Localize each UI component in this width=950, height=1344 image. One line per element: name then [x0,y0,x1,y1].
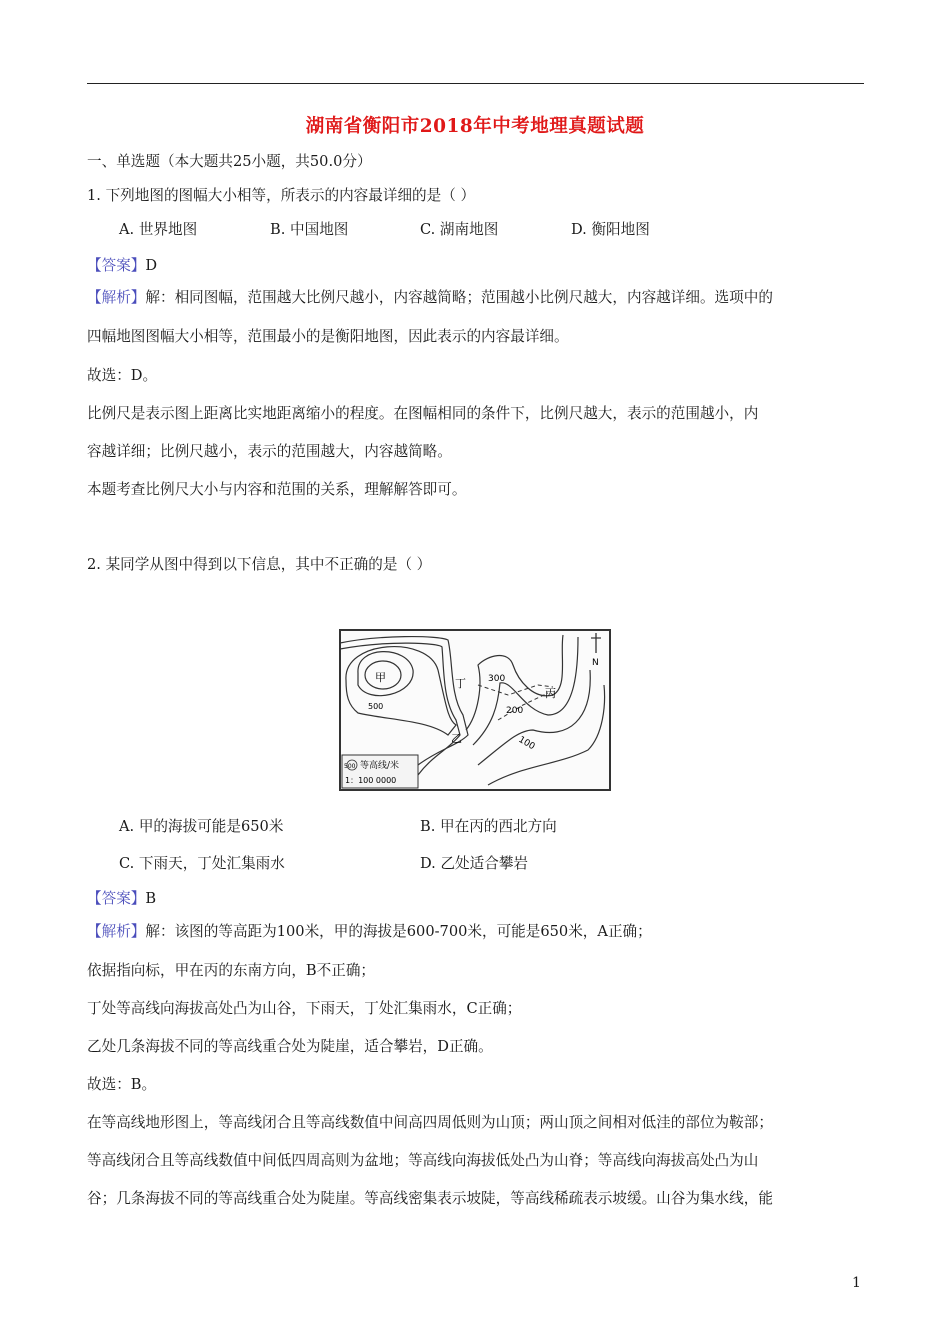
q2-choice: 故选：B。 [87,1076,157,1093]
answer-tag: 【答案】 [87,257,146,274]
q2-option-a: A. 甲的海拔可能是650米 [119,818,284,835]
q1-choice: 故选：D。 [87,367,158,384]
map-yi: 乙 [451,732,462,745]
q2-option-b: B. 甲在丙的西北方向 [420,818,557,835]
analysis-tag: 【解析】 [87,289,146,306]
q1-analysis-2: 四幅地图图幅大小相等，范围最小的是衡阳地图，因此表示的内容最详细。 [87,328,569,345]
q1-note-2: 容越详细；比例尺越小，表示的范围越大，内容越简略。 [87,443,452,460]
map-100: 100 [516,734,537,753]
q2-stem: 2. 某同学从图中得到以下信息，其中不正确的是（ ） [87,556,432,573]
page-title: 湖南省衡阳市2018年中考地理真题试题 [305,116,645,137]
section-heading: 一、单选题（本大题共25小题，共50.0分） [87,153,372,170]
q1-option-d: D. 衡阳地图 [571,221,650,238]
q1-stem: 1. 下列地图的图幅大小相等，所表示的内容最详细的是（ ） [87,187,476,204]
q2-analysis-2: 依据指向标，甲在丙的东南方向，B不正确； [87,962,376,979]
q1-analysis-1 [87,288,773,308]
q1-note-3: 本题考查比例尺大小与内容和范围的关系，理解解答即可。 [87,481,467,498]
q1-option-b: B. 中国地图 [270,221,349,238]
page-number: 1 [852,1275,861,1291]
q2-option-d: D. 乙处适合攀岩 [420,855,529,872]
north-label: N [592,658,599,668]
map-bing: 丙 [545,687,556,700]
answer-tag: 【答案】 [87,890,146,907]
analysis-tag: 【解析】 [87,923,146,940]
q2-note-3: 谷；几条海拔不同的等高线重合处为陡崖。等高线密集表示坡陡，等高线稀疏表示坡缓。山谷为集水线，能 [87,1190,773,1207]
q1-answer [87,256,157,276]
header-rule [87,83,864,84]
q2-option-c: C. 下雨天，丁处汇集雨水 [119,855,285,872]
q1-option-a: A. 世界地图 [119,221,198,238]
legend-500: 500 [344,763,356,770]
analysis-text: 解：该图的等高距为100米，甲的海拔是600-700米，可能是650米，A正确； [145,923,652,940]
q2-note-1: 在等高线地形图上，等高线闭合且等高线数值中间高四周低则为山顶；两山顶之间相对低洼的部位为鞍部； [87,1114,773,1131]
q2-answer [87,889,156,909]
q2-analysis-4: 乙处几条海拔不同的等高线重合处为陡崖，适合攀岩，D正确。 [87,1038,493,1055]
contour-map [338,625,613,795]
legend-scale: 1：100 0000 [345,776,397,785]
q2-analysis-3: 丁处等高线向海拔高处凸为山谷，下雨天，丁处汇集雨水，C正确； [87,1000,522,1017]
q1-note-1: 比例尺是表示图上距离比实地距离缩小的程度。在图幅相同的条件下，比例尺越大，表示的范围越小，内 [87,405,759,422]
map-200: 200 [506,706,524,716]
q1-option-c: C. 湖南地图 [420,221,499,238]
q2-note-2: 等高线闭合且等高线数值中间低四周高则为盆地；等高线向海拔低处凸为山脊；等高线向海拔高处凸为山 [87,1152,759,1169]
map-jia: 甲 [375,671,386,684]
map-300: 300 [488,674,506,684]
analysis-text: 解：相同图幅，范围越大比例尺越小，内容越简略；范围越小比例尺越大，内容越详细。选项中的 [145,289,773,306]
map-500: 500 [368,702,384,711]
map-ding: 丁 [455,677,466,690]
legend-label: 等高线/米 [360,761,400,771]
q2-analysis-1 [87,922,652,942]
answer-value: D [145,257,158,274]
answer-value: B [145,890,157,907]
